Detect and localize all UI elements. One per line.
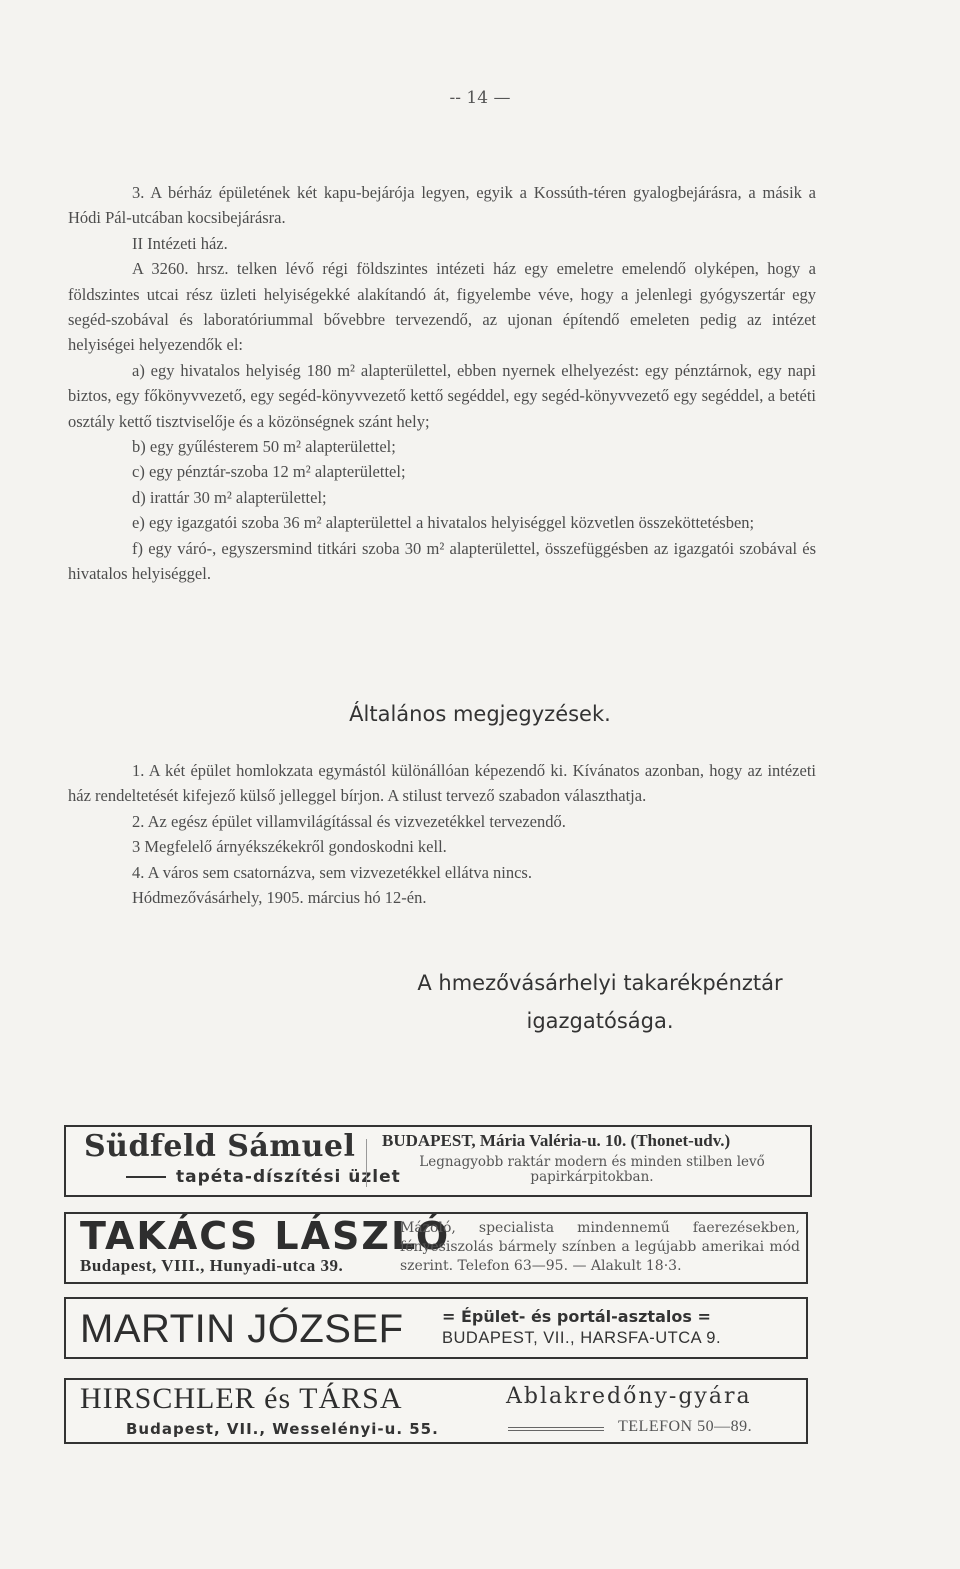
list-item-e: e) egy igazgatói szoba 36 m² alapterülettel a hivatalos helyiséggel közvetlen összeköttetésben; [132, 513, 755, 533]
advertisement-takacs [64, 1212, 808, 1284]
section-heading-general-notes: Általános megjegyzések. [349, 702, 611, 726]
ad-trade: = Épület- és portál-asztalos = [442, 1307, 711, 1326]
paragraph-gate-entrances: 3. A bérház épületének két kapu-bejárója legyen, egyik a Kossúth-téren gyalogbejárásra, a másik a Hódi Pál-utcában kocsibejárásra. [68, 183, 816, 228]
note-2: 2. Az egész épület villamvilágítással és vizvezetékkel tervezendő. [132, 811, 566, 831]
section-title-institute-house: II Intézeti ház. [132, 233, 228, 253]
note-4: 4. A város sem csatornázva, sem vizvezetékkel ellátva nincs. [132, 862, 532, 882]
ad-trade: tapéta-díszítési üzlet [126, 1167, 401, 1187]
signature-line-1: A hmezővásárhelyi takarékpénztár [417, 971, 783, 995]
ad-divider [366, 1139, 367, 1187]
general-notes [68, 758, 816, 910]
ad-company-name: TAKÁCS LÁSZLÓ [80, 1214, 451, 1258]
paragraph-institute-house: A 3260. hrsz. telken lévő régi földszintes intézeti ház egy emeletre emelendő olyképen, hogy a földszintes utcai rész üzleti helyiségekké alakítandó át, figyelembe véve, hogy a jelenlegi gyógyszertár egy segéd-szobával és laboratóriummal bővebbre tervezendő, az ujonan építendő emeleten pedig az intézet helyiségei helyezendők el: [68, 259, 816, 355]
ad-company-name: HIRSCHLER és TÁRSA [80, 1382, 403, 1415]
page-number: -- 14 — [449, 88, 511, 108]
note-1: 1. A két épület homlokzata egymástól különállóan képezendő ki. Kívánatos azonban, hogy az intézeti ház rendeltetését kifejező külső jelleggel bírjon. A stilust tervező szabadon választhatja. [68, 761, 816, 806]
signature-block [380, 964, 820, 1040]
list-item-c: c) egy pénztár-szoba 12 m² alapterülettel; [132, 462, 406, 482]
advertisement-hirschler [64, 1378, 808, 1444]
ad-product: Ablakredőny-gyára [506, 1384, 752, 1409]
advertisement-sudfeld [64, 1125, 812, 1197]
list-item-d: d) irattár 30 m² alapterülettel; [132, 487, 327, 507]
place-date: Hódmezővásárhely, 1905. március hó 12-én. [132, 888, 427, 908]
ad-address: Budapest, VII., Wesselényi-u. 55. [126, 1420, 439, 1438]
list-item-b: b) egy gyűlésterem 50 m² alapterülettel; [132, 437, 396, 457]
main-text [68, 180, 816, 587]
ad-description: Legnagyobb raktár modern és minden stilben levő papirkárpitokban. [419, 1154, 765, 1185]
ad-address: BUDAPEST, VII., HARSFA-UTCA 9. [442, 1329, 722, 1347]
ad-address: BUDAPEST, Mária Valéria-u. 10. (Thonet-udv.) [382, 1131, 731, 1150]
ad-company-name: Südfeld Sámuel [84, 1129, 356, 1164]
ad-description: Mázoló, specialista mindennemű faerezésekben, fényesiszolás bármely színben a legújabb amerikai mód szerint. Telefon 63—95. — Alakult 18·3. [400, 1220, 800, 1274]
list-item-f: f) egy váró-, egyszersmind titkári szoba 30 m² alapterülettel, összefüggésben az igazgatói szobával és hivatalos helyiséggel. [68, 538, 816, 584]
ad-company-name: MARTIN JÓZSEF [80, 1307, 404, 1351]
signature-line-2: igazgatósága. [526, 1009, 674, 1033]
ad-phone: TELEFON 50—89. [618, 1418, 753, 1435]
list-item-a: a) egy hivatalos helyiség 180 m² alapterülettel, ebben nyernek elhelyezést: egy pénztárnok, egy napi biztos, egy főkönyvvezető, egy segéd-könyvvezető kettő segéddel, egy segéd-könyvvezető egy segéddel, a betéti osztály kettő tisztviselője és a közönségnek szánt hely; [68, 360, 816, 431]
ad-rule [508, 1427, 604, 1431]
ad-address: Budapest, VIII., Hunyadi-utca 39. [80, 1256, 344, 1275]
note-3: 3 Megfelelő árnyékszékekről gondoskodni kell. [132, 837, 447, 857]
advertisement-martin [64, 1297, 808, 1359]
